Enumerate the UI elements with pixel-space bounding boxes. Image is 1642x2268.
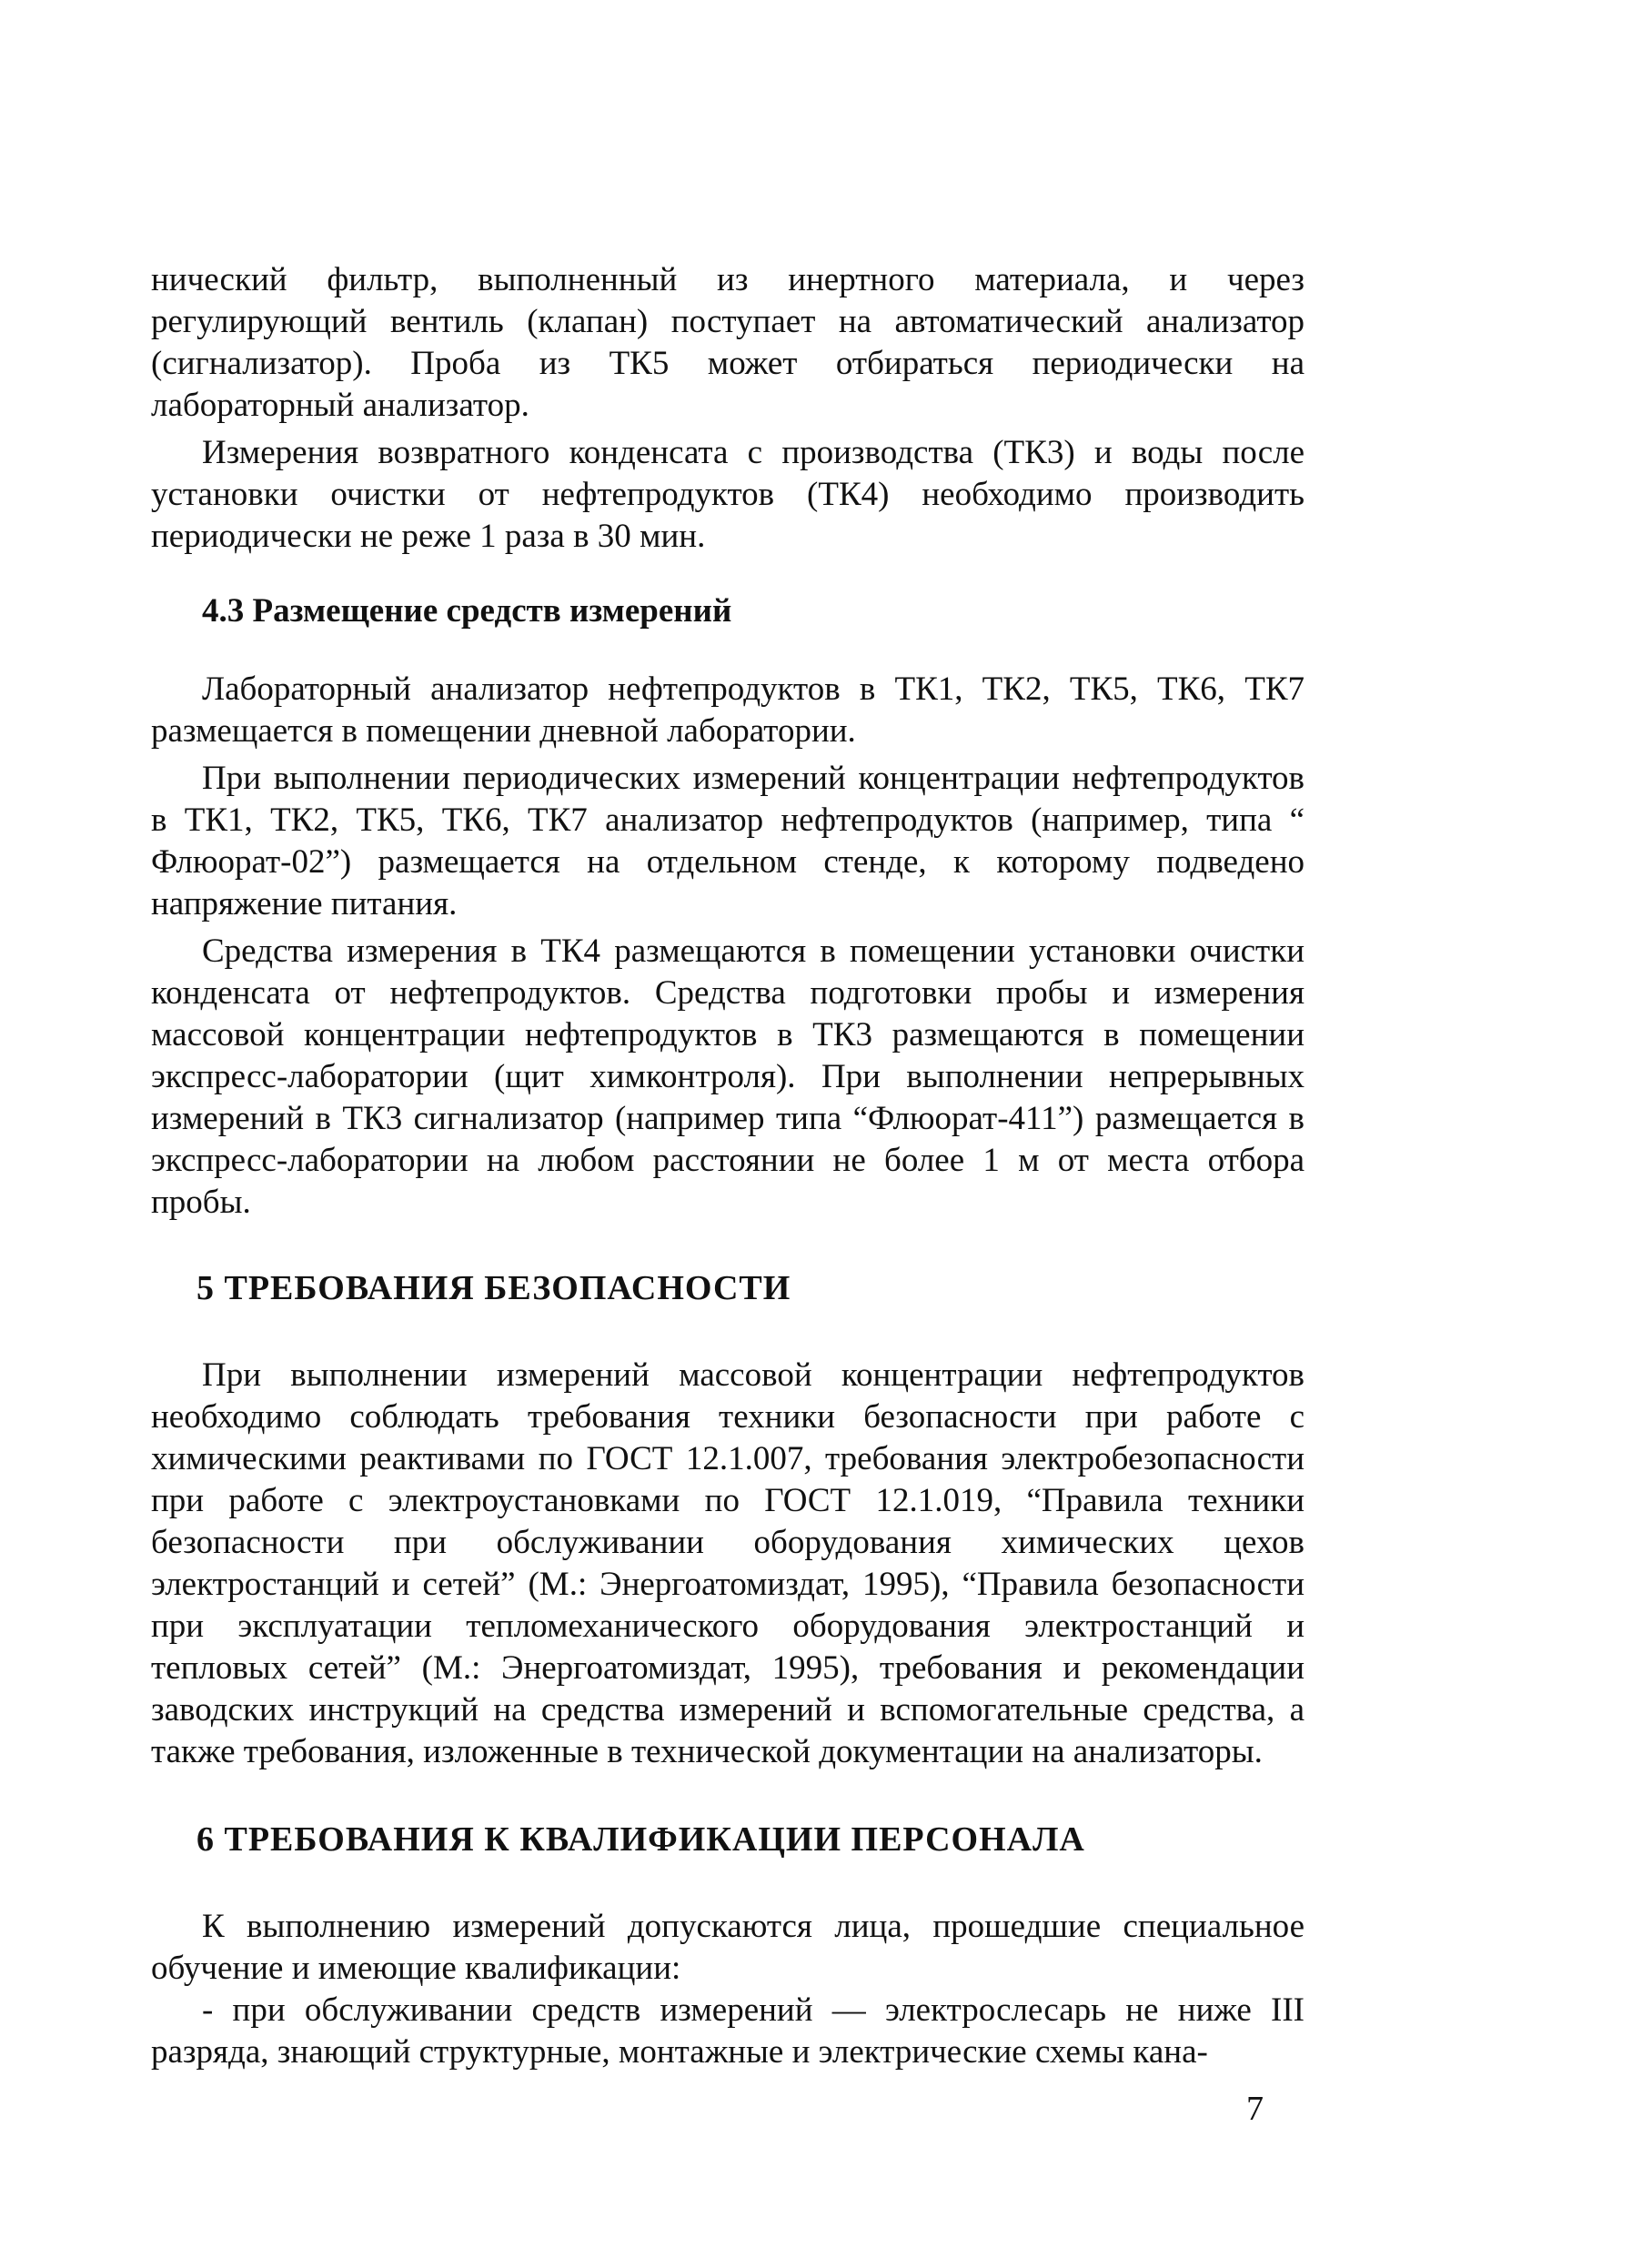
page-number: 7	[1246, 2090, 1264, 2128]
paragraph-continuation: нический фильтр, выполненный из инертного материала, и через регулирующий вентиль (клапан) поступает на автоматический анализатор (сигнализатор). Проба из ТК5 может отбираться периодически на лабораторный анализатор.	[151, 261, 1305, 424]
paragraph: При выполнении измерений массовой концентрации нефтепродуктов необходимо соблюдать требования техники безопасности при работе с химическими реактивами по ГОСТ 12.1.007, требования электробезопасности при работе с электроустановками по ГОСТ 12.1.019, “Правила техники безопасности при обслуживании оборудования химических цехов электростанций и сетей” (М.: Энергоатомиздат, 1995), “Правила безопасности при эксплуатации тепломеханического оборудования электростанций и тепловых сетей” (М.: Энергоатомиздат, 1995), требования и рекомендации заводских инструкций на средства измерений и вспомогательные средства, а также требования, изложенные в технической документации на анализаторы.	[151, 1356, 1305, 1770]
section-heading-4-3: 4.3 Размещение средств измерений	[202, 592, 732, 630]
page-content	[151, 259, 1305, 2073]
paragraph: Измерения возвратного конденсата с производства (ТК3) и воды после установки очистки от нефтепродуктов (ТК4) необходимо производить периодически не реже 1 раза в 30 мин.	[151, 434, 1305, 555]
paragraph: При выполнении периодических измерений концентрации нефтепродуктов в ТК1, ТК2, ТК5, ТК6, ТК7 анализатор нефтепродуктов (например, типа “ Флюорат-02”) размещается на отдельном стенде, к которому подведено напряжение питания.	[151, 760, 1305, 922]
paragraph: Средства измерения в ТК4 размещаются в помещении установки очистки конденсата от нефтепродуктов. Средства подготовки пробы и измерения массовой концентрации нефтепродуктов в ТК3 размещаются в помещении экспресс-лаборатории (щит химконтроля). При выполнении непрерывных измерений в ТК3 сигнализатор (например типа “Флюорат-411”) размещается в экспресс-лаборатории на любом расстоянии не более 1 м от места отбора пробы.	[151, 932, 1305, 1221]
paragraph: Лабораторный анализатор нефтепродуктов в ТК1, ТК2, ТК5, ТК6, ТК7 размещается в помещении дневной лаборатории.	[151, 670, 1305, 750]
list-item: - при обслуживании средств измерений — электрослесарь не ниже III разряда, знающий структурные, монтажные и электрические схемы кана-	[151, 1991, 1305, 2071]
section-heading-5: 5 ТРЕБОВАНИЯ БЕЗОПАСНОСТИ	[196, 1269, 791, 1307]
section-heading-6: 6 ТРЕБОВАНИЯ К КВАЛИФИКАЦИИ ПЕРСОНАЛА	[196, 1820, 1085, 1859]
paragraph: К выполнению измерений допускаются лица, прошедшие специальное обучение и имеющие квалификации:	[151, 1908, 1305, 1987]
